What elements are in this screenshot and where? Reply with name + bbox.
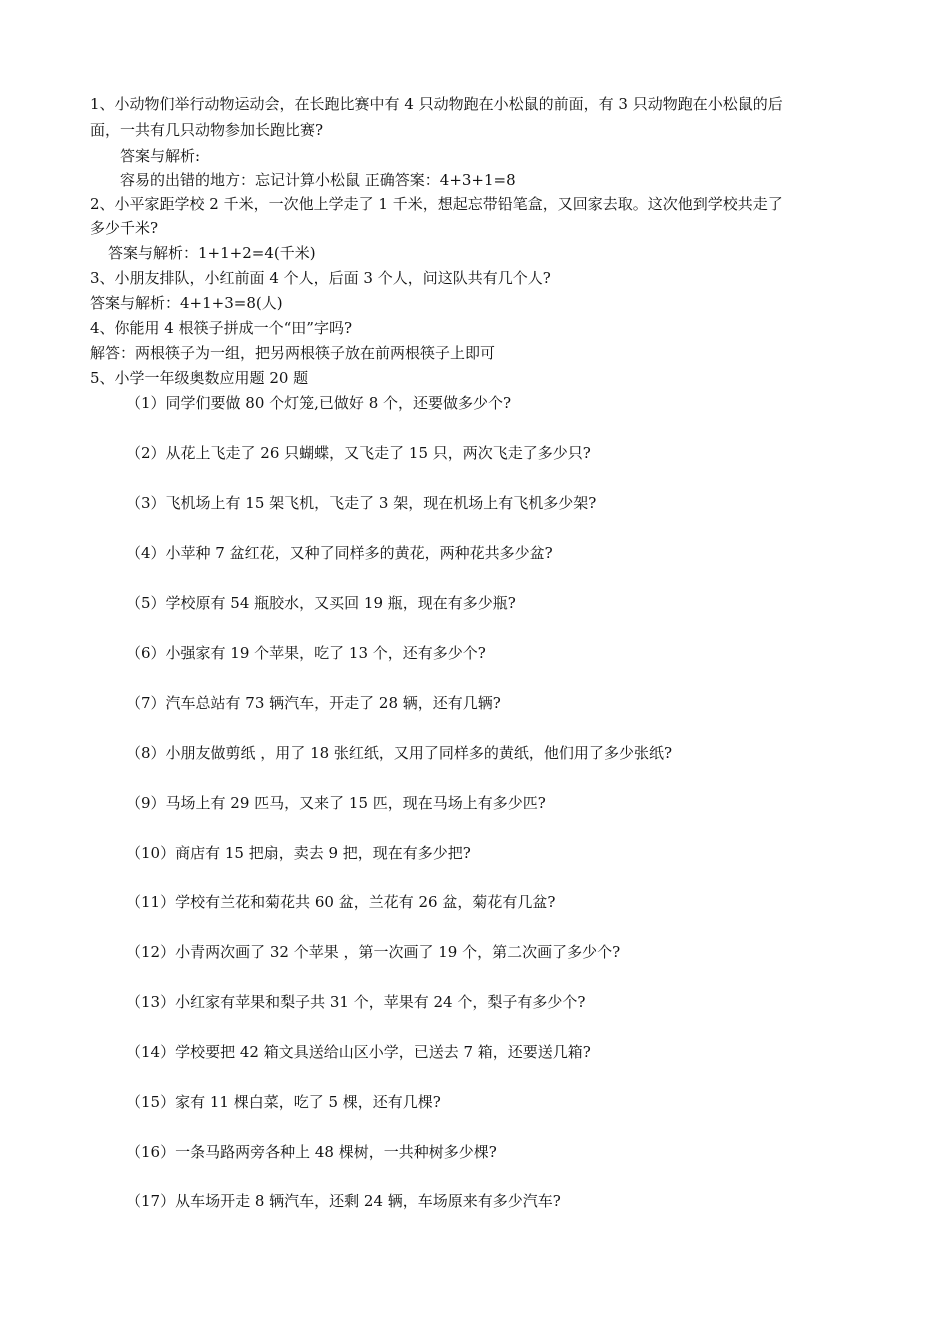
problem-2-answer: 答案与解析：1+1+2=4(千米) [108, 244, 316, 262]
problem-3-answer: 答案与解析：4+1+3=8(人) [90, 294, 283, 312]
problem-1-answer-label: 答案与解析: [120, 147, 201, 165]
list-item: （6）小强家有 19 个苹果，吃了 13 个，还有多少个? [126, 644, 486, 662]
problem-4-question: 4、你能用 4 根筷子拼成一个“田”字吗? [90, 319, 353, 337]
list-item: （5）学校原有 54 瓶胶水，又买回 19 瓶，现在有多少瓶? [126, 594, 516, 612]
list-item: （17）从车场开走 8 辆汽车，还剩 24 辆，车场原来有多少汽车? [126, 1192, 561, 1210]
list-item: （4）小苹种 7 盆红花，又种了同样多的黄花，两种花共多少盆? [126, 544, 553, 562]
problem-3-question: 3、小朋友排队，小红前面 4 个人，后面 3 个人，问这队共有几个人? [90, 269, 551, 287]
list-item: （7）汽车总站有 73 辆汽车，开走了 28 辆，还有几辆? [126, 694, 501, 712]
list-item: （3）飞机场上有 15 架飞机，飞走了 3 架，现在机场上有飞机多少架? [126, 494, 597, 512]
list-item: （15）家有 11 棵白菜，吃了 5 棵，还有几棵? [126, 1093, 441, 1111]
list-item: （10）商店有 15 把扇，卖去 9 把，现在有多少把? [126, 844, 471, 862]
list-item: （1）同学们要做 80 个灯笼,已做好 8 个，还要做多少个? [126, 394, 512, 412]
list-item: （2）从花上飞走了 26 只蝴蝶，又飞走了 15 只，两次飞走了多少只? [126, 444, 591, 462]
problem-1-answer: 容易的出错的地方：忘记计算小松鼠 正确答案：4+3+1=8 [120, 171, 516, 189]
problem-2-line-2: 多少千米? [90, 219, 159, 237]
list-item: （13）小红家有苹果和梨子共 31 个，苹果有 24 个，梨子有多少个? [126, 993, 586, 1011]
list-item: （9）马场上有 29 匹马，又来了 15 匹，现在马场上有多少匹? [126, 794, 546, 812]
list-item: （14）学校要把 42 箱文具送给山区小学，已送去 7 箱，还要送几箱? [126, 1043, 591, 1061]
list-item: （12）小青两次画了 32 个苹果 ，第一次画了 19 个，第二次画了多少个? [126, 943, 621, 961]
problem-5-title: 5、小学一年级奥数应用题 20 题 [90, 369, 309, 387]
problem-4-answer: 解答：两根筷子为一组，把另两根筷子放在前两根筷子上即可 [90, 344, 496, 362]
list-item: （16）一条马路两旁各种上 48 棵树，一共种树多少棵? [126, 1143, 497, 1161]
list-item: （11）学校有兰花和菊花共 60 盆，兰花有 26 盆，菊花有几盆? [126, 893, 556, 911]
list-item: （8）小朋友做剪纸 ，用了 18 张红纸，又用了同样多的黄纸，他们用了多少张纸? [126, 744, 672, 762]
problem-1-line-1: 1、小动物们举行动物运动会，在长跑比赛中有 4 只动物跑在小松鼠的前面，有 3 只动物跑在小松鼠的后 [90, 95, 783, 113]
problem-2-line-1: 2、小平家距学校 2 千米，一次他上学走了 1 千米，想起忘带铅笔盒，又回家去取。这次他到学校共走了 [90, 195, 783, 213]
problem-1-line-2: 面，一共有几只动物参加长跑比赛? [90, 121, 324, 139]
